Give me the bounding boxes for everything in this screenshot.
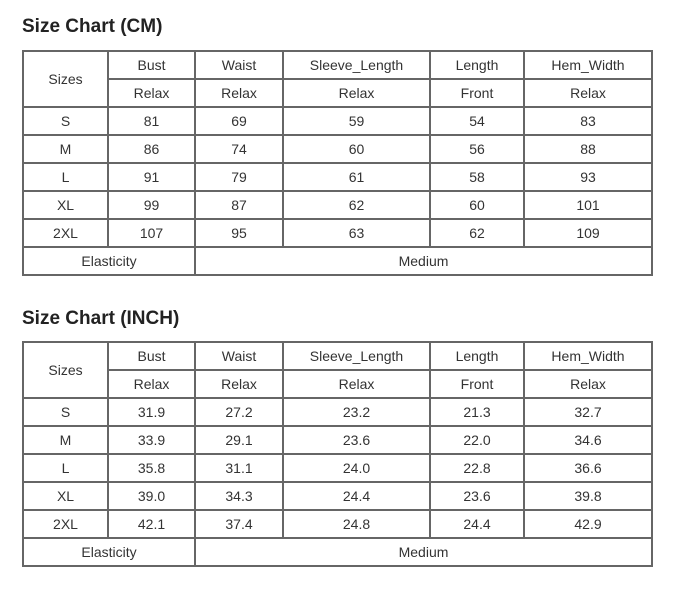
elasticity-row [23,538,652,566]
measurement-cell: 31.1 [195,454,283,482]
column-subheader: Front [430,370,524,398]
measurement-cell: 63 [283,219,430,247]
measurement-cell: 79 [195,163,283,191]
measurement-cell: 54 [430,107,524,135]
table-row [23,191,652,219]
column-header: Bust [108,51,195,79]
elasticity-row [23,247,652,275]
table-row [23,426,652,454]
measurement-cell: 31.9 [108,398,195,426]
sizes-header: Sizes [23,51,108,107]
measurement-cell: 39.8 [524,482,652,510]
sizes-header: Sizes [23,342,108,398]
table-row [23,454,652,482]
table-row [23,510,652,538]
size-label: XL [23,191,108,219]
measurement-cell: 22.8 [430,454,524,482]
measurement-cell: 21.3 [430,398,524,426]
column-subheader: Front [430,79,524,107]
measurement-cell: 29.1 [195,426,283,454]
column-header: Hem_Width [524,342,652,370]
column-header: Sleeve_Length [283,51,430,79]
measurement-cell: 56 [430,135,524,163]
measurement-cell: 24.4 [283,482,430,510]
size-chart-inch-table [22,341,653,567]
measurement-cell: 37.4 [195,510,283,538]
column-subheader: Relax [108,79,195,107]
measurement-cell: 81 [108,107,195,135]
measurement-cell: 32.7 [524,398,652,426]
column-header: Hem_Width [524,51,652,79]
measurement-cell: 22.0 [430,426,524,454]
size-label: M [23,426,108,454]
table-row [23,482,652,510]
column-subheader: Relax [108,370,195,398]
size-label: S [23,107,108,135]
measurement-cell: 107 [108,219,195,247]
measurement-cell: 101 [524,191,652,219]
measurement-cell: 59 [283,107,430,135]
size-chart-cm-title: Size Chart (CM) [22,16,163,37]
measurement-cell: 60 [283,135,430,163]
column-header: Waist [195,51,283,79]
measurement-cell: 95 [195,219,283,247]
measurement-cell: 91 [108,163,195,191]
column-header: Bust [108,342,195,370]
measurement-cell: 39.0 [108,482,195,510]
measurement-cell: 74 [195,135,283,163]
measurement-cell: 42.9 [524,510,652,538]
size-label: XL [23,482,108,510]
column-subheader: Relax [524,79,652,107]
column-subheader: Relax [195,79,283,107]
size-label: 2XL [23,219,108,247]
measurement-cell: 83 [524,107,652,135]
table-row [23,135,652,163]
measurement-cell: 93 [524,163,652,191]
size-label: L [23,163,108,191]
measurement-cell: 58 [430,163,524,191]
header-row [23,342,652,370]
size-label: L [23,454,108,482]
measurement-cell: 87 [195,191,283,219]
table-row [23,219,652,247]
measurement-cell: 109 [524,219,652,247]
measurement-cell: 60 [430,191,524,219]
measurement-cell: 27.2 [195,398,283,426]
size-chart-inch-title: Size Chart (INCH) [22,308,180,329]
measurement-cell: 24.0 [283,454,430,482]
header-row [23,51,652,79]
measurement-cell: 23.2 [283,398,430,426]
measurement-cell: 34.6 [524,426,652,454]
size-label: S [23,398,108,426]
subheader-row [23,370,652,398]
column-header: Sleeve_Length [283,342,430,370]
elasticity-label: Elasticity [23,538,195,566]
elasticity-label: Elasticity [23,247,195,275]
size-label: 2XL [23,510,108,538]
measurement-cell: 23.6 [430,482,524,510]
measurement-cell: 62 [430,219,524,247]
measurement-cell: 34.3 [195,482,283,510]
measurement-cell: 42.1 [108,510,195,538]
column-header: Length [430,342,524,370]
column-subheader: Relax [283,79,430,107]
table-row [23,398,652,426]
column-header: Length [430,51,524,79]
column-header: Waist [195,342,283,370]
elasticity-value: Medium [195,538,652,566]
measurement-cell: 24.8 [283,510,430,538]
column-subheader: Relax [283,370,430,398]
subheader-row [23,79,652,107]
column-subheader: Relax [195,370,283,398]
size-label: M [23,135,108,163]
elasticity-value: Medium [195,247,652,275]
measurement-cell: 36.6 [524,454,652,482]
column-subheader: Relax [524,370,652,398]
measurement-cell: 61 [283,163,430,191]
measurement-cell: 62 [283,191,430,219]
measurement-cell: 88 [524,135,652,163]
measurement-cell: 23.6 [283,426,430,454]
measurement-cell: 35.8 [108,454,195,482]
size-chart-cm-table [22,50,653,276]
measurement-cell: 69 [195,107,283,135]
measurement-cell: 99 [108,191,195,219]
measurement-cell: 33.9 [108,426,195,454]
measurement-cell: 86 [108,135,195,163]
table-row [23,163,652,191]
table-row [23,107,652,135]
measurement-cell: 24.4 [430,510,524,538]
